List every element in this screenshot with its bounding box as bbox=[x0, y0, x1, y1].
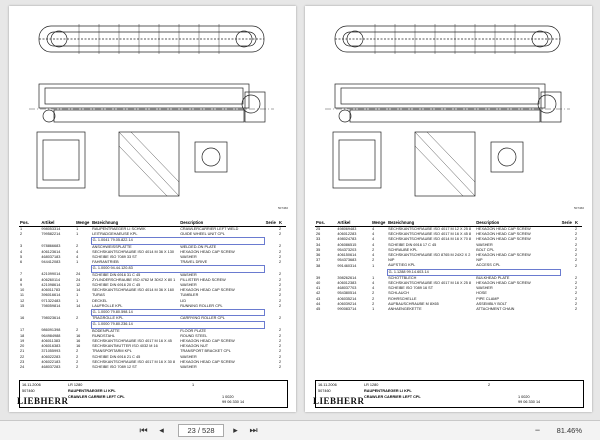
parts-rows bbox=[315, 227, 582, 313]
cell-quantity: 2 bbox=[76, 316, 79, 321]
cell-k: 2 bbox=[574, 307, 578, 312]
cell-pos: 26 bbox=[316, 232, 321, 237]
cell-k: 2 bbox=[574, 275, 578, 280]
cell-quantity: 12 bbox=[76, 283, 81, 288]
cell-article: 406035214 bbox=[337, 296, 357, 301]
cell-description: LID bbox=[180, 298, 187, 303]
cell-article: 406022183 bbox=[41, 359, 61, 364]
col-k: K bbox=[574, 220, 582, 227]
cell-description: TRAVEL DRIVE bbox=[180, 260, 208, 265]
cell-pos: 3 bbox=[20, 244, 23, 249]
cell-quantity: 2 bbox=[76, 359, 79, 364]
cell-quantity: 16 bbox=[76, 339, 81, 344]
cell-designation: TRAGROLLE KPL bbox=[92, 316, 124, 321]
cell-designation: AUFBAUSCHRAUBE M 8X65 bbox=[388, 301, 439, 306]
cell-pos: 25 bbox=[316, 227, 321, 231]
cell-pos: 1 bbox=[20, 227, 23, 231]
footer-drawno: 507460 bbox=[318, 389, 331, 393]
cell-description: HEXAGON NUT bbox=[180, 344, 209, 349]
cell-pos: 17 bbox=[20, 328, 25, 333]
cell-pos: 23 bbox=[20, 359, 25, 364]
cell-article: 498024783 bbox=[337, 237, 357, 242]
cell-k: 2 bbox=[278, 288, 282, 293]
cell-quantity: 4 bbox=[372, 286, 375, 291]
cell-k: 2 bbox=[278, 227, 282, 231]
cell-pos: 21 bbox=[20, 349, 25, 354]
cell-description: WASHER bbox=[180, 283, 197, 288]
cell-quantity: 1 bbox=[76, 232, 79, 237]
col-quantity: Menge bbox=[76, 220, 90, 225]
cell-pos: 10 bbox=[20, 288, 25, 293]
cell-designation: SCHEIBE ISO 7089 12 ST bbox=[92, 365, 138, 370]
cell-k: 2 bbox=[278, 277, 282, 282]
cell-description: WELDED-ON PLATE bbox=[180, 244, 217, 249]
cell-designation: SECHSKANTSCHRAUBE ISO 4017 M 16 X 45 8 bbox=[388, 232, 472, 237]
cell-description: TRANSPORT BRACKET CPL bbox=[180, 349, 231, 354]
cell-article: 498069483 bbox=[337, 227, 357, 231]
cell-pos: 41 bbox=[316, 286, 321, 291]
cell-quantity: 2 bbox=[372, 247, 375, 252]
cell-k: 2 bbox=[278, 359, 282, 364]
footer-group: LR 1280 bbox=[68, 383, 83, 387]
cell-designation: SECHSKANTSCHRAUBE ISO 4014 M 16 X 70 8 bbox=[388, 237, 472, 242]
cell-description: WASHER bbox=[476, 286, 493, 291]
cell-designation: ANSCHWEISSPLATTE bbox=[92, 244, 132, 249]
cell-quantity: 1 bbox=[76, 293, 79, 298]
footer-group: LR 1280 bbox=[364, 383, 379, 387]
zoom-out-icon[interactable]: − bbox=[534, 425, 541, 435]
cell-quantity: 4 bbox=[372, 227, 375, 231]
cell-pos: 4 bbox=[20, 249, 23, 254]
cell-pos: 38 bbox=[316, 263, 321, 268]
footer-date: 16.11.2006 bbox=[22, 383, 41, 387]
cell-k: 2 bbox=[574, 242, 578, 247]
footer-title-en: CRAWLER CARRIER LEFT CPL bbox=[68, 395, 125, 399]
col-article: Artikel bbox=[336, 220, 371, 227]
document-page-right bbox=[305, 6, 592, 412]
cell-description: WASHER bbox=[180, 354, 197, 359]
cell-designation: SCHEIBE DIN 6916 31 C 45 bbox=[92, 272, 141, 277]
cell-description: HEXAGON HEAD CAP SCREW bbox=[476, 232, 531, 237]
cell-pos: 19 bbox=[20, 339, 25, 344]
cell-description: CARRYING ROLLER CPL bbox=[180, 316, 225, 321]
cell-article: 371055993 bbox=[41, 349, 61, 354]
technical-drawing bbox=[19, 14, 286, 214]
cell-quantity: 2 bbox=[76, 354, 79, 359]
cell-article: 964984988 bbox=[41, 333, 61, 338]
cell-designation: SECHSKANTSCHRAUBE ISO 4014 M 36 X 130 bbox=[92, 249, 174, 254]
cell-article: 406012383 bbox=[337, 281, 357, 286]
cell-description: HEXAGON HEAD CAP SCREW bbox=[476, 253, 531, 258]
last-page-icon[interactable]: ⏭ bbox=[249, 425, 258, 435]
cell-description: ASSEMBLY BOLT bbox=[476, 301, 507, 306]
cell-k: 2 bbox=[278, 304, 282, 309]
liebherr-logo: LIEBHERR bbox=[313, 396, 365, 406]
cell-designation: SECHSKANTMUTTER ISO 4032 M 16 bbox=[92, 344, 158, 349]
cell-article: 954380514 bbox=[337, 291, 357, 296]
col-pos: Pos. bbox=[19, 220, 40, 227]
parts-list bbox=[19, 220, 286, 370]
cell-description: GUIDE WHEEL UNIT CPL bbox=[180, 232, 225, 237]
cell-pos: 36 bbox=[316, 253, 321, 258]
cell-pos: 35 bbox=[316, 247, 321, 252]
col-article: Artikel bbox=[40, 220, 75, 227]
cell-designation: TURAS bbox=[92, 293, 105, 298]
cell-description: ACCESS CPL bbox=[476, 263, 501, 268]
crawler-carrier-drawing bbox=[315, 14, 582, 214]
cell-designation: SECHSKANTSCHRAUBE ISO 4017 M 16 X 30 8 bbox=[92, 359, 176, 364]
cell-designation: SCHEIBE ISO 7089 33 ST bbox=[92, 255, 138, 260]
cell-article: 406011383 bbox=[41, 339, 61, 344]
cell-k: 2 bbox=[278, 344, 282, 349]
table-row bbox=[19, 365, 286, 370]
cell-k: 2 bbox=[278, 249, 282, 254]
cell-description: WASHER bbox=[180, 365, 197, 370]
cell-article: 421099014 bbox=[41, 272, 61, 277]
cell-article: 468037183 bbox=[41, 255, 61, 260]
cell-article: 398262614 bbox=[337, 275, 357, 280]
cell-k: 2 bbox=[278, 260, 282, 265]
cell-pos: 44 bbox=[316, 301, 321, 306]
parts-rows bbox=[19, 227, 286, 371]
cell-article: 986091398 bbox=[41, 328, 61, 333]
cell-article: 406260114 bbox=[41, 277, 61, 282]
cell-article: 406086515 bbox=[337, 242, 357, 247]
footer-title-de: RAUPENTRAEGER LI KPL bbox=[68, 389, 116, 393]
col-series: Serie bbox=[561, 220, 574, 227]
zoom-level[interactable]: 81.46% bbox=[556, 426, 582, 435]
cell-designation: DECKEL bbox=[92, 298, 108, 303]
cell-designation: RUNDSTAHL bbox=[92, 333, 116, 338]
cell-k: 2 bbox=[574, 253, 578, 258]
cell-pos: 33 bbox=[316, 237, 321, 242]
cell-designation: SECHSKANTSCHRAUBE ISO 4017 M 16 X 45 bbox=[92, 339, 172, 344]
footer-sheet: 2 bbox=[488, 383, 491, 387]
cell-pos: 43 bbox=[316, 296, 321, 301]
cell-designation: FAHRANTRIEB bbox=[92, 260, 119, 265]
cell-pos: 24 bbox=[20, 365, 25, 370]
cell-quantity: 24 bbox=[76, 272, 81, 277]
cell-description: PIPE CLAMP bbox=[476, 296, 499, 301]
footer-partno: 99 06 330 14 bbox=[222, 400, 245, 404]
cell-k: 2 bbox=[574, 258, 578, 263]
cell-quantity: 14 bbox=[76, 304, 81, 309]
cell-quantity: 2 bbox=[372, 291, 375, 296]
cell-description: HEXAGON HEAD CAP SCREW bbox=[180, 249, 235, 254]
cell-k: 2 bbox=[278, 349, 282, 354]
cell-pos: 8 bbox=[20, 277, 23, 282]
cell-article: 406022283 bbox=[41, 354, 61, 359]
cell-article: 468037703 bbox=[337, 286, 357, 291]
cell-pos: 9 bbox=[20, 283, 23, 288]
cell-designation: SCHLAUCH bbox=[388, 291, 409, 296]
cell-k: 2 bbox=[278, 255, 282, 260]
cell-article: 406039214 bbox=[337, 301, 357, 306]
cell-article: 421098614 bbox=[41, 283, 61, 288]
cell-description: HEXAGON HEAD CAP SCREW bbox=[476, 237, 531, 242]
cell-description: BULKHEAD PLATE bbox=[476, 275, 510, 280]
cell-article: 406150614 bbox=[337, 253, 357, 258]
cell-description: FILLISTER HEAD SCREW bbox=[180, 277, 226, 282]
cell-description: CRAWLERCARRIER LEFT WELD bbox=[180, 227, 239, 231]
cell-k: 2 bbox=[574, 281, 578, 286]
col-designation: Bezeichnung bbox=[387, 220, 475, 227]
cell-designation: G- 1.0041 79.05.822.14 bbox=[91, 238, 265, 244]
cell-article: 944412083 bbox=[41, 260, 61, 265]
cell-article: 954373203 bbox=[337, 247, 357, 252]
cell-quantity: 1 bbox=[372, 275, 375, 280]
cell-k: 2 bbox=[278, 298, 282, 303]
cell-k: 2 bbox=[574, 263, 578, 268]
parts-table bbox=[315, 220, 582, 312]
cell-designation: SECHSKANTSCHRAUBE ISO 4014 M 36 X 160 bbox=[92, 288, 174, 293]
cell-article: 406016383 bbox=[41, 344, 61, 349]
cell-description: FLOOR PLATE bbox=[180, 328, 207, 333]
cell-quantity: 24 bbox=[76, 277, 81, 282]
parts-table bbox=[19, 220, 286, 370]
cell-pos: 40 bbox=[316, 281, 321, 286]
cell-k: 2 bbox=[278, 272, 282, 277]
cell-quantity: 1 bbox=[76, 227, 79, 231]
cell-series bbox=[561, 307, 574, 312]
col-description: Description bbox=[475, 220, 560, 227]
cell-pos: 7 bbox=[20, 272, 23, 277]
cell-quantity: 2 bbox=[76, 328, 79, 333]
cell-k: 2 bbox=[574, 301, 578, 306]
cell-designation: SECHSKANTSCHRAUBE ISO 4017 M 12 X 25 8 bbox=[388, 227, 472, 231]
cell-pos: 37 bbox=[316, 258, 321, 263]
cell-quantity: 4 bbox=[372, 281, 375, 286]
crawler-carrier-drawing bbox=[19, 14, 286, 214]
cell-designation: SCHEIBE DIN 6916 17 C 45 bbox=[388, 242, 437, 247]
cell-quantity: 4 bbox=[372, 232, 375, 237]
cell-pos: 45 bbox=[316, 307, 321, 312]
cell-pos: 20 bbox=[20, 344, 25, 349]
cell-pos: 16 bbox=[20, 316, 25, 321]
cell-quantity: 1 bbox=[372, 307, 375, 312]
cell-article: 971322483 bbox=[41, 298, 61, 303]
cell-designation: NIP bbox=[388, 258, 395, 263]
cell-designation: LEITRADGEHAEUSE KPL bbox=[92, 232, 138, 237]
cell-article: 991460314 bbox=[337, 263, 357, 268]
col-description: Description bbox=[179, 220, 264, 227]
cell-designation: ROHRSCHELLE bbox=[388, 296, 417, 301]
cell-designation: TRANSPORTARM KPL bbox=[92, 349, 132, 354]
cell-quantity: 16 bbox=[76, 344, 81, 349]
cell-k: 2 bbox=[574, 227, 578, 231]
cell-article: 468037283 bbox=[41, 365, 61, 370]
prev-page-icon[interactable]: ◂ bbox=[159, 425, 164, 435]
cell-designation: SECHSKANTSCHRAUBE ISO 4017 M 16 X 25 8 bbox=[388, 281, 472, 286]
cell-description: ATTACHMENT CHAIN bbox=[476, 307, 515, 312]
cell-k: 2 bbox=[574, 247, 578, 252]
cell-description: ROUND STEEL bbox=[180, 333, 208, 338]
parts-list bbox=[315, 220, 582, 312]
cell-k: 2 bbox=[278, 293, 282, 298]
cell-article: 406011783 bbox=[41, 288, 61, 293]
footer-drawno: 507460 bbox=[22, 389, 35, 393]
cell-k: 2 bbox=[574, 237, 578, 242]
cell-designation: LAUFROLLE KPL bbox=[92, 303, 123, 308]
footer-partno: 99 06 330 14 bbox=[518, 400, 541, 404]
cell-article: 798023614 bbox=[41, 316, 61, 321]
viewer-toolbar bbox=[0, 420, 600, 440]
cell-k: 2 bbox=[278, 244, 282, 249]
cell-k: 2 bbox=[574, 291, 578, 296]
cell-quantity: 2 bbox=[372, 258, 375, 263]
cell-pos: 6 bbox=[20, 260, 23, 265]
cell-quantity: 2 bbox=[76, 365, 79, 370]
footer-qty: 1 0020 bbox=[222, 395, 234, 399]
cell-designation: AUFSTIEG KPL bbox=[388, 263, 416, 268]
cell-pos: 34 bbox=[316, 242, 321, 247]
cell-designation: SCHEIBE DIN 6916 20 C 45 bbox=[92, 283, 141, 288]
cell-description: WASHER bbox=[476, 242, 493, 247]
cell-article: 798059814 bbox=[41, 304, 61, 309]
cell-quantity: 1 bbox=[76, 260, 79, 265]
cell-description: HEXAGON HEAD CAP SCREW bbox=[180, 359, 235, 364]
cell-quantity: 14 bbox=[76, 288, 81, 293]
page-number-input[interactable]: 23 / 528 bbox=[178, 424, 224, 437]
cell-k: 2 bbox=[278, 354, 282, 359]
cell-quantity: 4 bbox=[372, 253, 375, 258]
cell-k: 2 bbox=[574, 296, 578, 301]
cell-description: RUNNING ROLLER CPL bbox=[180, 303, 223, 308]
cell-article: 990083714 bbox=[337, 307, 357, 312]
cell-pos: 39 bbox=[316, 275, 321, 280]
cell-k: 2 bbox=[278, 339, 282, 344]
col-pos: Pos. bbox=[315, 220, 336, 227]
cell-description: HEXAGON HEAD CAP SCREW bbox=[476, 281, 531, 286]
cell-designation: SECHSKANTSCHRAUBE ISO 8765 M 24X2 X 2 bbox=[388, 253, 471, 258]
cell-designation: RAUPENTRAEGER LI SCHWK bbox=[92, 227, 146, 231]
cell-article: 799582214 bbox=[41, 232, 61, 237]
cell-article: 396016614 bbox=[41, 293, 61, 298]
cell-article: 406123614 bbox=[41, 249, 61, 254]
col-designation: Bezeichnung bbox=[91, 220, 179, 227]
cell-quantity: 2 bbox=[76, 244, 79, 249]
liebherr-logo: LIEBHERR bbox=[17, 396, 69, 406]
cell-quantity: 2 bbox=[372, 296, 375, 301]
cell-series bbox=[265, 365, 278, 370]
cell-description: WASHER bbox=[180, 255, 197, 260]
cell-quantity: 2 bbox=[372, 301, 375, 306]
footer-qty: 1 0020 bbox=[518, 395, 530, 399]
footer-sheet: 1 bbox=[192, 383, 195, 387]
cell-article: 954373683 bbox=[337, 258, 357, 263]
drawing-number: 507460 bbox=[573, 206, 584, 210]
drawing-number: 507460 bbox=[277, 206, 288, 210]
cell-description: NIP bbox=[476, 258, 483, 263]
cell-quantity: 4 bbox=[372, 242, 375, 247]
cell-k: 2 bbox=[574, 232, 578, 237]
cell-description: TUMBLER bbox=[180, 293, 199, 298]
cell-description: HEXAGON HEAD CAP SCREW bbox=[180, 288, 235, 293]
cell-quantity: 1 bbox=[76, 298, 79, 303]
cell-article: 406012283 bbox=[337, 232, 357, 237]
col-k: K bbox=[278, 220, 286, 227]
cell-quantity: 2 bbox=[76, 349, 79, 354]
cell-designation: SCHEIBE ISO 7089 16 ST bbox=[388, 286, 434, 291]
col-quantity: Menge bbox=[372, 220, 386, 225]
table-row bbox=[315, 307, 582, 312]
cell-k: 2 bbox=[278, 328, 282, 333]
cell-k: 2 bbox=[574, 286, 578, 291]
cell-article: 998053314 bbox=[41, 227, 61, 231]
cell-k: 2 bbox=[278, 283, 282, 288]
cell-designation: G- 1.0000 79.80.236.14 bbox=[91, 322, 265, 328]
footer-title-de: RAUPENTRAEGER LI KPL bbox=[364, 389, 412, 393]
cell-description: BOLT CPL bbox=[476, 247, 495, 252]
cell-designation: G- 1.0000 94.44.120.83 bbox=[91, 266, 265, 272]
cell-pos: 2 bbox=[20, 232, 23, 237]
cell-quantity: 4 bbox=[372, 237, 375, 242]
cell-designation: ANHAENGEKETTE bbox=[388, 307, 422, 312]
technical-drawing bbox=[315, 14, 582, 214]
cell-k: 2 bbox=[278, 232, 282, 237]
cell-pos: 22 bbox=[20, 354, 25, 359]
cell-k: 2 bbox=[278, 333, 282, 338]
document-page-left bbox=[9, 6, 296, 412]
cell-quantity: 16 bbox=[76, 333, 81, 338]
footer-title-en: CRAWLER CARRIER LEFT CPL bbox=[364, 395, 421, 399]
cell-k: 2 bbox=[278, 316, 282, 321]
cell-k: 2 bbox=[278, 365, 282, 370]
cell-description: WASHER bbox=[180, 272, 197, 277]
next-page-icon[interactable]: ▸ bbox=[233, 425, 238, 435]
cell-description: HEXAGON HEAD CAP SCREW bbox=[476, 227, 531, 231]
cell-designation: SCHRAUBE KPL bbox=[388, 247, 418, 252]
footer-date: 16.11.2006 bbox=[318, 383, 337, 387]
cell-pos: 42 bbox=[316, 291, 321, 296]
cell-pos: 15 bbox=[20, 304, 25, 309]
cell-designation: BODENPLATTE bbox=[92, 328, 120, 333]
cell-quantity: 1 bbox=[372, 263, 375, 268]
cell-pos: 5 bbox=[20, 255, 23, 260]
cell-designation: G- 1.1288 99.14.603.14 bbox=[387, 269, 561, 275]
cell-designation: G- 1.0000 79.80.598.14 bbox=[91, 310, 265, 316]
cell-quantity: 4 bbox=[76, 255, 79, 260]
cell-designation: SCHEIBE DIN 6916 21 C 45 bbox=[92, 354, 141, 359]
cell-description: HOSE bbox=[476, 291, 487, 296]
first-page-icon[interactable]: ⏮ bbox=[139, 425, 148, 435]
cell-description: HEXAGON HEAD CAP SCREW bbox=[180, 339, 235, 344]
cell-pos: 12 bbox=[20, 298, 25, 303]
cell-pos: 18 bbox=[20, 333, 25, 338]
cell-quantity: 4 bbox=[76, 249, 79, 254]
cell-pos: 11 bbox=[20, 293, 24, 298]
cell-designation: ZYLINDERSCHRAUBE ISO 4762 M 30X2 X 80 1 bbox=[92, 277, 176, 282]
cell-article: 978866683 bbox=[41, 244, 61, 249]
cell-designation: SCHOTTBLECH bbox=[388, 275, 417, 280]
col-series: Serie bbox=[265, 220, 278, 227]
